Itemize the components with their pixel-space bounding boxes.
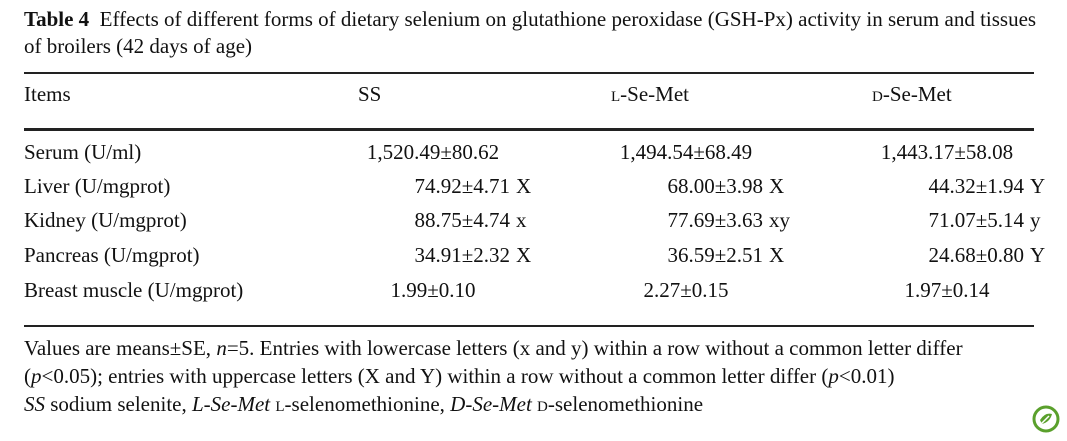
- cell-letter: X: [516, 243, 532, 267]
- table-row: [0, 208, 1067, 242]
- cell-l: [611, 208, 790, 233]
- table-row: [0, 278, 1067, 312]
- cell-value: 1,443.17±58.08: [880, 140, 1014, 164]
- row-item-label: Pancreas (U/mgprot): [24, 243, 200, 267]
- cell-l: [611, 140, 767, 165]
- bottom-rule: [24, 325, 1034, 327]
- cell-ss: [358, 174, 531, 199]
- cell-d: [872, 140, 1028, 165]
- table-row: [0, 174, 1067, 208]
- cell-ss: [358, 140, 514, 165]
- cell-letter: X: [769, 243, 785, 267]
- cell-value: 1,494.54±68.49: [619, 140, 753, 164]
- publisher-logo-icon: [1032, 405, 1060, 433]
- row-item-label: Breast muscle (U/mgprot): [24, 278, 244, 302]
- cell-value: 68.00±3.98: [667, 174, 763, 198]
- note-line-1: Values are means±SE, n=5. Entries with lowercase letters (x and y) within a row without a common letter differ: [24, 336, 963, 360]
- table-notes: [24, 334, 1036, 418]
- cell-value: 24.68±0.80: [928, 243, 1024, 267]
- cell-letter: Y: [1030, 174, 1046, 198]
- cell-d: [872, 174, 1045, 199]
- cell-ss: [358, 243, 531, 268]
- cell-letter: Y: [1030, 243, 1046, 267]
- cell-letter: X: [516, 174, 532, 198]
- header-d-se-met: [872, 82, 952, 107]
- cell-ss: [358, 278, 514, 303]
- header-items: Items: [24, 82, 71, 106]
- header-d-prefix: d: [872, 82, 883, 106]
- cell-value: 71.07±5.14: [928, 208, 1024, 232]
- cell-ss: [358, 208, 527, 233]
- cell-d: [872, 243, 1045, 268]
- header-l-rest: -Se-Met: [620, 82, 689, 106]
- cell-value: 34.91±2.32: [414, 243, 510, 267]
- cell-l: [611, 174, 784, 199]
- cell-value: 1.97±0.14: [904, 278, 990, 302]
- note-line-2: (p<0.05); entries with uppercase letters (X and Y) within a row without a common letter differ (p<0.01): [24, 364, 895, 388]
- header-l-se-met: [611, 82, 689, 107]
- cell-letter: xy: [769, 208, 790, 232]
- header-ss: SS: [358, 82, 382, 106]
- row-item-label: Liver (U/mgprot): [24, 174, 171, 198]
- table-row: [0, 243, 1067, 277]
- cell-letter: x: [516, 208, 527, 232]
- table-row: [0, 140, 1067, 174]
- cell-letter: y: [1030, 208, 1041, 232]
- top-rule: [24, 72, 1034, 74]
- cell-letter: X: [769, 174, 785, 198]
- table-title: Effects of different forms of dietary selenium on glutathione peroxidase (GSH-Px) activity in serum and tissues of broilers (42 days of age): [24, 7, 1037, 58]
- row-item-label: Kidney (U/mgprot): [24, 208, 187, 232]
- cell-value: 88.75±4.74: [414, 208, 510, 232]
- header-rule: [24, 128, 1034, 131]
- cell-value: 1.99±0.10: [390, 278, 476, 302]
- table-label: Table 4: [24, 7, 90, 31]
- cell-value: 2.27±0.15: [643, 278, 729, 302]
- cell-value: 44.32±1.94: [928, 174, 1024, 198]
- cell-l: [611, 243, 784, 268]
- cell-d: [872, 278, 1028, 303]
- cell-value: 77.69±3.63: [667, 208, 763, 232]
- cell-d: [872, 208, 1041, 233]
- table-caption: [24, 6, 1044, 60]
- cell-value: 1,520.49±80.62: [366, 140, 500, 164]
- row-item-label: Serum (U/ml): [24, 140, 142, 164]
- cell-value: 36.59±2.51: [667, 243, 763, 267]
- cell-value: 74.92±4.71: [414, 174, 510, 198]
- abbreviations: SS sodium selenite, L-Se-Met l-selenomethionine, D-Se-Met d-selenomethionine: [24, 392, 704, 416]
- cell-l: [611, 278, 767, 303]
- header-d-rest: -Se-Met: [882, 82, 952, 106]
- header-l-prefix: l: [611, 82, 621, 106]
